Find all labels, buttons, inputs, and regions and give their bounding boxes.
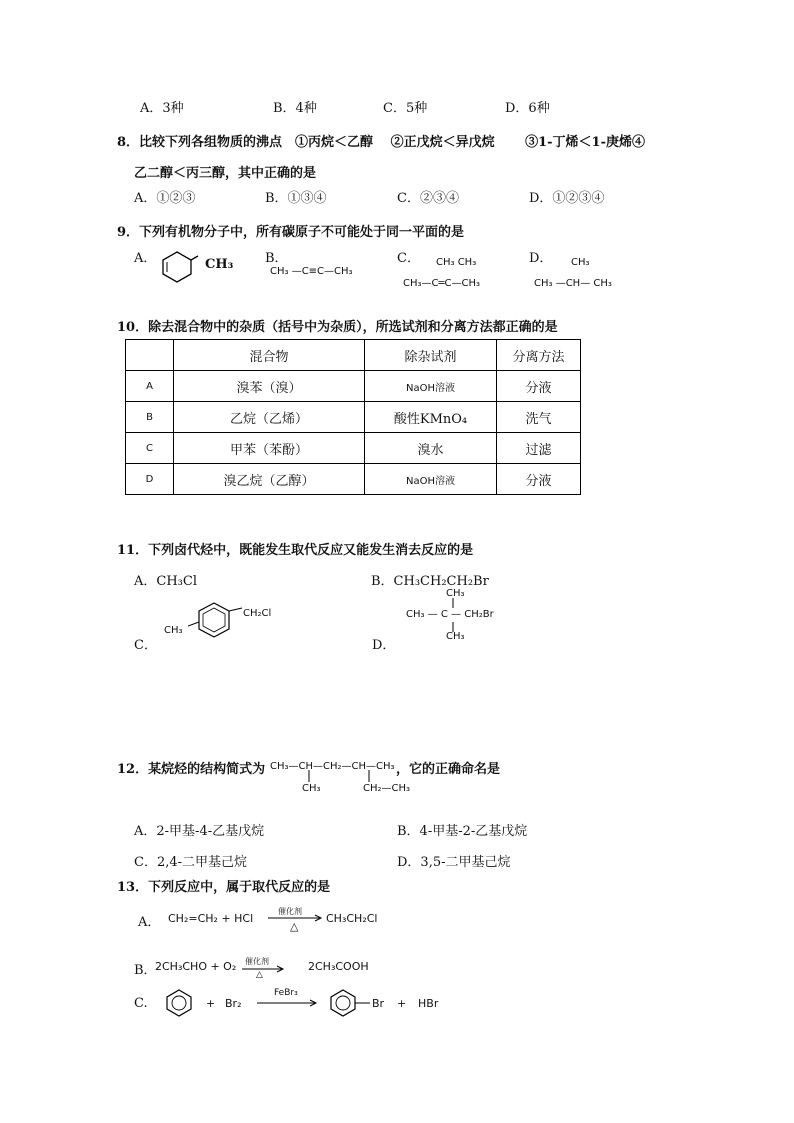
table-cell: NaOH溶液 bbox=[365, 371, 497, 402]
table-cell: 分液 bbox=[497, 464, 581, 495]
q12-option-c: C．2,4-二甲基己烷 bbox=[134, 855, 248, 870]
q12-branch-bonds bbox=[305, 770, 375, 784]
q12-stem-post: ，它的正确命名是 bbox=[396, 762, 501, 777]
table-header-cell bbox=[126, 340, 174, 371]
q9-d-main: CH₃ —CH— CH₃ bbox=[534, 278, 612, 289]
q8-stem-line1: 8．比较下列各组物质的沸点 ①丙烷＜乙醇 ②正戊烷＜异戊烷 ③1-丁烯＜1-庚烯④ bbox=[117, 135, 645, 150]
benzene-ring-icon bbox=[164, 988, 194, 1018]
q12-option-d: D．3,5-二甲基己烷 bbox=[397, 855, 511, 870]
d-vertical-bonds bbox=[450, 598, 456, 634]
q13-a-label: A． bbox=[138, 915, 161, 930]
table-header-cell: 混合物 bbox=[174, 340, 365, 371]
q7-option-a: A．3种 bbox=[140, 101, 184, 116]
q13-c-label: C. bbox=[134, 996, 148, 1011]
benzene-ring-icon bbox=[328, 988, 374, 1018]
table-cell: 甲苯（苯酚） bbox=[174, 433, 365, 464]
q10-stem: 10．除去混合物中的杂质（括号中为杂质），所选试剂和分离方法都正确的是 bbox=[117, 320, 558, 335]
benzene-ring-icon bbox=[188, 600, 258, 640]
q9-d-top: CH₃ bbox=[571, 257, 590, 268]
q13-c-plus1: + bbox=[206, 997, 216, 1010]
table-cell: 洗气 bbox=[497, 402, 581, 433]
q11-c-ch2cl: CH₂Cl bbox=[243, 608, 272, 619]
table-header-cell: 分离方法 bbox=[497, 340, 581, 371]
q9-a-methyl: CH₃ bbox=[205, 257, 234, 272]
q13-c-hbr: HBr bbox=[418, 997, 439, 1010]
table-cell: 溴乙烷（乙醇） bbox=[174, 464, 365, 495]
q13-b-catalyst: 催化剂 bbox=[245, 957, 269, 966]
table-cell: B bbox=[126, 402, 174, 433]
reaction-arrow-icon bbox=[242, 965, 286, 973]
q13-a-catalyst: 催化剂 bbox=[278, 907, 302, 916]
q9-label-c: C． bbox=[397, 251, 420, 266]
q10-table bbox=[125, 339, 581, 495]
q11-d-label: D． bbox=[372, 638, 396, 653]
q13-stem: 13．下列反应中，属于取代反应的是 bbox=[117, 880, 331, 895]
q12-option-b: B．4-甲基-2-乙基戊烷 bbox=[397, 824, 528, 839]
q8-option-c: C．②③④ bbox=[397, 191, 459, 206]
table-cell: 分液 bbox=[497, 371, 581, 402]
q9-stem: 9．下列有机物分子中，所有碳原子不可能处于同一平面的是 bbox=[117, 225, 465, 240]
toluene-structure-icon bbox=[160, 250, 200, 284]
q12-formula: CH₃—CH—CH₂—CH—CH₃ bbox=[270, 761, 395, 772]
q11-stem: 11．下列卤代烃中，既能发生取代反应又能发生消去反应的是 bbox=[117, 543, 474, 558]
q11-d-main: CH₃ — C — CH₂Br bbox=[406, 609, 494, 620]
table-row bbox=[126, 371, 581, 402]
q12-sub2: CH₂—CH₃ bbox=[363, 783, 411, 794]
q9-c-top: CH₃ CH₃ bbox=[436, 257, 477, 268]
q11-d-bottom: CH₃ bbox=[446, 631, 465, 642]
q11-c-ch3: CH₃ bbox=[164, 625, 183, 636]
q8-stem-line2: 乙二醇＜丙三醇，其中正确的是 bbox=[134, 166, 317, 181]
table-cell: 乙烷（乙烯） bbox=[174, 402, 365, 433]
table-cell: 溴水 bbox=[365, 433, 497, 464]
q13-b-heat: △ bbox=[256, 970, 263, 980]
table-cell: 酸性KMnO₄ bbox=[365, 402, 497, 433]
q9-c-main: CH₃—C═C—CH₃ bbox=[403, 278, 481, 289]
q8-option-b: B．①③④ bbox=[265, 191, 327, 206]
table-row bbox=[126, 402, 581, 433]
q8-option-d: D．①②③④ bbox=[529, 191, 605, 206]
table-cell: A bbox=[126, 371, 174, 402]
q13-c-plus2: + bbox=[397, 997, 407, 1010]
q7-option-c: C．5种 bbox=[383, 101, 428, 116]
q13-b-label: B． bbox=[134, 963, 157, 978]
q13-a-product: CH₃CH₂Cl bbox=[326, 912, 378, 925]
q13-a-heat: △ bbox=[290, 920, 299, 933]
table-header-row bbox=[126, 340, 581, 371]
q13-b-product: 2CH₃COOH bbox=[308, 960, 369, 973]
q9-label-b: B． bbox=[265, 251, 288, 266]
table-cell: NaOH溶液 bbox=[365, 464, 497, 495]
table-cell: C bbox=[126, 433, 174, 464]
q12-stem-pre: 12．某烷烃的结构简式为 bbox=[117, 762, 266, 777]
table-row bbox=[126, 433, 581, 464]
q12-option-a: A．2-甲基-4-乙基戊烷 bbox=[134, 824, 265, 839]
q11-c-label: C． bbox=[134, 638, 157, 653]
q12-sub1: CH₃ bbox=[302, 783, 321, 794]
q11-d-top: CH₃ bbox=[446, 588, 465, 599]
table-cell: 溴苯（溴） bbox=[174, 371, 365, 402]
q13-c-br: Br bbox=[372, 997, 385, 1010]
q7-option-b: B．4种 bbox=[273, 101, 317, 116]
q13-a-reactants: CH₂=CH₂ + HCl bbox=[168, 912, 254, 925]
q9-label-a: A． bbox=[134, 251, 157, 266]
q7-option-d: D．6种 bbox=[505, 101, 550, 116]
table-row bbox=[126, 464, 581, 495]
table-cell: D bbox=[126, 464, 174, 495]
q11-option-a: A．CH₃Cl bbox=[134, 574, 197, 589]
q8-option-a: A．①②③ bbox=[134, 191, 196, 206]
table-cell: 过滤 bbox=[497, 433, 581, 464]
q13-c-catalyst: FeBr₃ bbox=[274, 988, 298, 998]
reaction-arrow-icon bbox=[257, 999, 319, 1007]
q13-c-br2: Br₂ bbox=[225, 997, 242, 1010]
q13-b-reactants: 2CH₃CHO + O₂ bbox=[155, 960, 237, 973]
q9-label-d: D． bbox=[529, 251, 553, 266]
q11-option-b: B．CH₃CH₂CH₂Br bbox=[371, 574, 489, 589]
q9-b-formula: CH₃ —C≡C—CH₃ bbox=[270, 266, 353, 277]
table-header-cell: 除杂试剂 bbox=[365, 340, 497, 371]
